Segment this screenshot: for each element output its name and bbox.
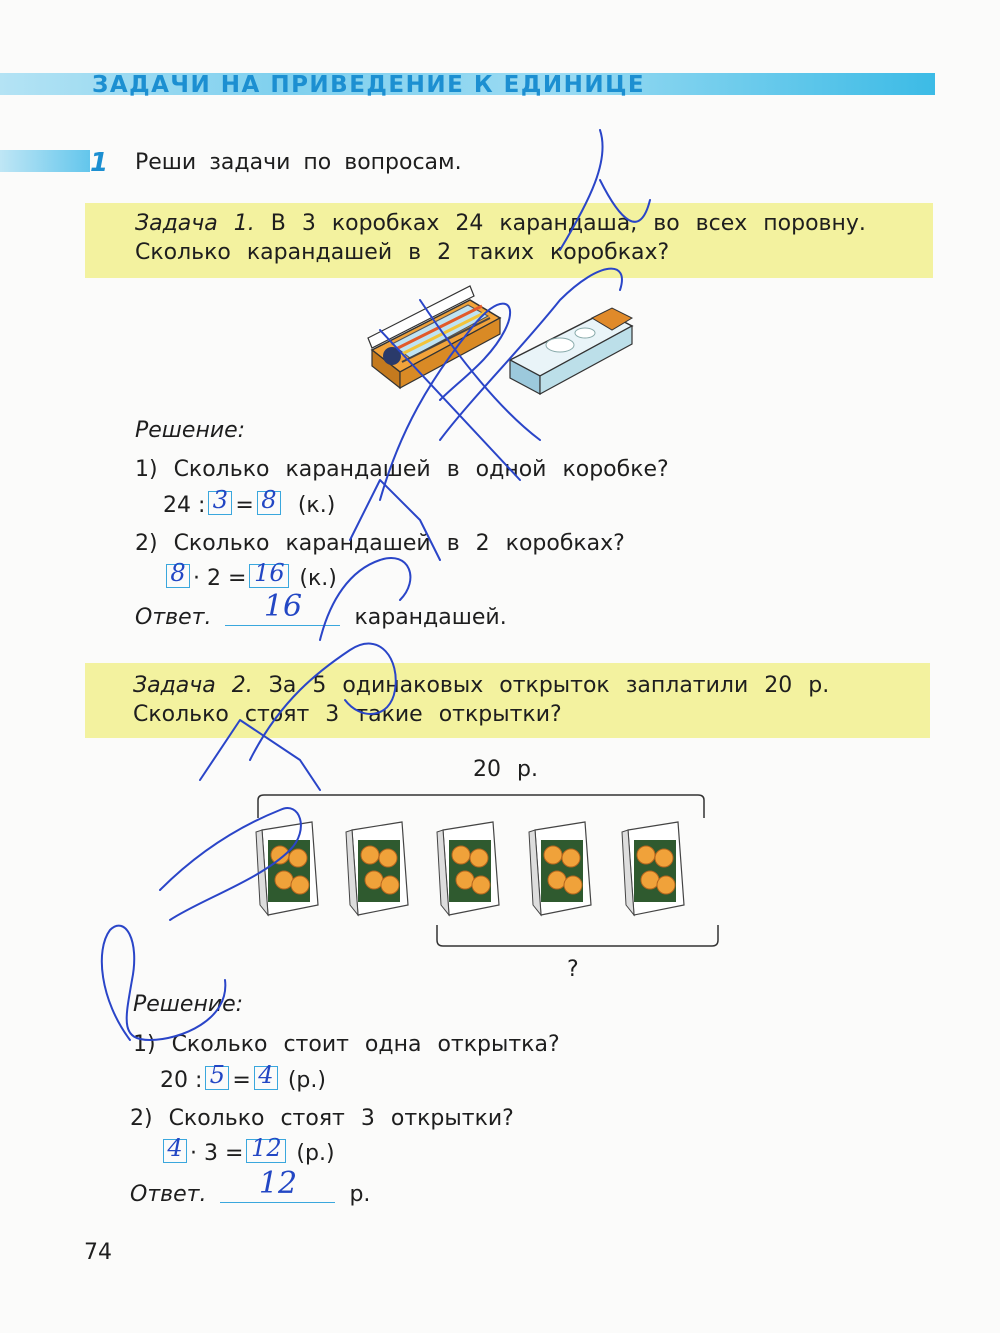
task2-solution-label: Решение: bbox=[133, 992, 244, 1017]
eq-operand: 24 : bbox=[163, 493, 206, 518]
answer-unit: карандашей. bbox=[354, 605, 507, 630]
answer-box[interactable] bbox=[166, 559, 190, 588]
postcard-image bbox=[256, 822, 318, 915]
eq-operator: = bbox=[232, 1068, 251, 1093]
answer-box[interactable] bbox=[208, 486, 232, 515]
task2-equation2 bbox=[160, 1134, 335, 1166]
handwritten-digit: 4 bbox=[258, 1061, 274, 1089]
answer-label: Ответ. bbox=[135, 605, 212, 630]
task1-question1: 1) Сколько карандашей в одной коробке? bbox=[135, 457, 669, 482]
postcard-image bbox=[622, 822, 684, 915]
task1-text1: В 3 коробках 24 карандаша, во всех поровну. bbox=[270, 211, 866, 236]
answer-unit: р. bbox=[349, 1182, 371, 1207]
exercise-instruction: Реши задачи по вопросам. bbox=[135, 150, 462, 175]
handwritten-digit: 5 bbox=[209, 1061, 226, 1089]
answer-label: Ответ. bbox=[130, 1182, 207, 1207]
postcard-image bbox=[437, 822, 499, 915]
task2-label: Задача 2. bbox=[133, 673, 253, 698]
eq-operator: · 3 = bbox=[190, 1141, 244, 1166]
task1-equation1 bbox=[163, 486, 336, 518]
handwritten-answer: 16 bbox=[263, 589, 303, 624]
diagram-question-mark: ? bbox=[567, 957, 579, 982]
answer-box[interactable] bbox=[246, 1134, 286, 1163]
page-title: ЗАДАЧИ НА ПРИВЕДЕНИЕ К ЕДИНИЦЕ bbox=[92, 72, 646, 98]
handwritten-digit: 3 bbox=[212, 486, 229, 514]
task2-line2: Сколько стоят 3 такие открытки? bbox=[133, 702, 562, 727]
eq-unit: (к.) bbox=[299, 566, 337, 591]
task2-text1: За 5 одинаковых открыток заплатили 20 р. bbox=[268, 673, 830, 698]
handwritten-digit: 8 bbox=[261, 486, 277, 514]
page-number: 74 bbox=[84, 1240, 112, 1265]
eq-operator: = bbox=[235, 493, 254, 518]
handwritten-digit: 12 bbox=[251, 1134, 282, 1162]
pencil-case-open bbox=[368, 286, 500, 388]
exercise-marker-bar bbox=[0, 150, 90, 172]
eq-operand: 20 : bbox=[160, 1068, 203, 1093]
answer-field[interactable] bbox=[220, 1166, 335, 1203]
task2-question1: 1) Сколько стоит одна открытка? bbox=[133, 1032, 560, 1057]
task1-question2: 2) Сколько карандашей в 2 коробках? bbox=[135, 531, 625, 556]
answer-box[interactable] bbox=[163, 1134, 187, 1163]
handwritten-digit: 4 bbox=[167, 1134, 183, 1162]
postcard-image bbox=[346, 822, 408, 915]
exercise-number: 1 bbox=[90, 148, 109, 178]
eq-unit: (р.) bbox=[296, 1141, 335, 1166]
total-bracket bbox=[258, 795, 704, 818]
task1-equation2 bbox=[163, 559, 337, 591]
task1-label: Задача 1. bbox=[135, 211, 255, 236]
task1-answer bbox=[135, 589, 507, 630]
answer-field[interactable] bbox=[225, 589, 340, 626]
part-bracket bbox=[437, 925, 718, 946]
task2-question2: 2) Сколько стоят 3 открытки? bbox=[130, 1106, 514, 1131]
eq-unit: (к.) bbox=[297, 493, 336, 518]
eq-unit: (р.) bbox=[287, 1068, 326, 1093]
answer-box[interactable] bbox=[205, 1061, 229, 1090]
eq-operator: · 2 = bbox=[193, 566, 247, 591]
postcard-image bbox=[529, 822, 591, 915]
task2-answer bbox=[130, 1166, 371, 1207]
answer-box[interactable] bbox=[249, 559, 289, 588]
handwritten-answer: 12 bbox=[258, 1166, 298, 1201]
answer-box[interactable] bbox=[254, 1061, 278, 1090]
task1-line1 bbox=[135, 211, 866, 236]
task1-line2: Сколько карандашей в 2 таких коробках? bbox=[135, 240, 670, 265]
answer-box[interactable] bbox=[257, 486, 281, 515]
handwritten-digit: 16 bbox=[254, 559, 285, 587]
diagram-price-label: 20 р. bbox=[473, 757, 538, 782]
task1-solution-label: Решение: bbox=[135, 418, 246, 443]
task2-equation1 bbox=[160, 1061, 326, 1093]
task2-line1 bbox=[133, 673, 829, 698]
pencil-case-closed bbox=[510, 308, 632, 394]
handwritten-digit: 8 bbox=[170, 559, 186, 587]
